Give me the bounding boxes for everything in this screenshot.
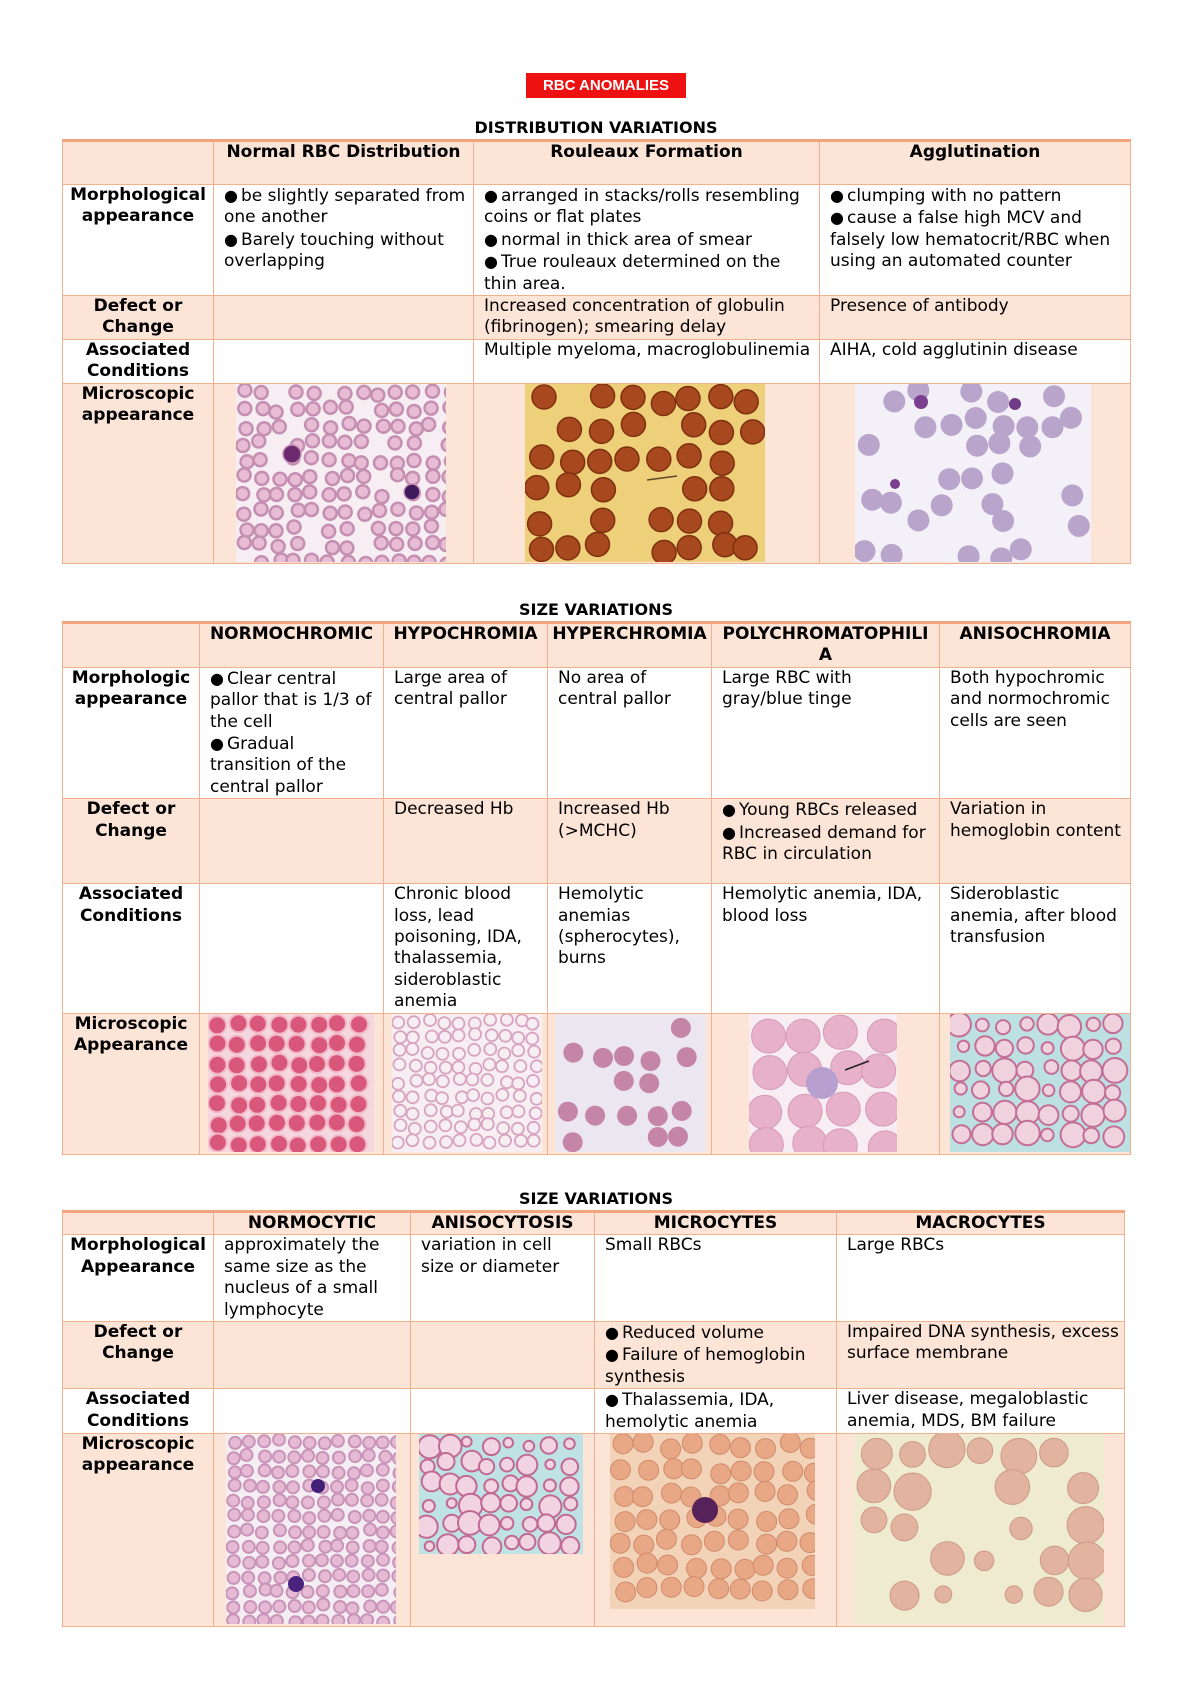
- bullet-icon: ●: [830, 186, 844, 205]
- list-item: ● arranged in stacks/rolls resembling coins or flat plates: [484, 186, 800, 228]
- table-row: [63, 623, 1131, 668]
- bullet-icon: ●: [830, 208, 844, 228]
- corner-cell: [63, 1212, 214, 1235]
- bullet-icon: ●: [605, 1345, 619, 1365]
- corner-cell: [63, 141, 214, 185]
- table-row: [63, 141, 1131, 185]
- list-item: ● Thalassemia, IDA, hemolytic anemia: [605, 1390, 775, 1432]
- table-cell: [214, 1322, 411, 1389]
- table-cell: [214, 185, 474, 296]
- bullet-icon: ●: [484, 252, 498, 272]
- table-cell: Decreased Hb: [384, 799, 548, 884]
- bullet-icon: ●: [605, 1390, 619, 1410]
- column-header: NORMOCYTIC: [214, 1212, 411, 1235]
- micrograph-cell: [940, 1013, 1131, 1154]
- table-cell: Both hypochromic and normochromic cells are seen: [940, 667, 1131, 798]
- table-row: [63, 667, 1131, 798]
- row-label: Associated Conditions: [63, 339, 214, 383]
- cytosis-table: [62, 1210, 1125, 1627]
- table-row: [63, 1434, 1125, 1627]
- micrograph-rouleaux: [525, 384, 765, 562]
- bullet-icon: ●: [484, 186, 498, 205]
- table-cell: [214, 1389, 411, 1434]
- table-row: [63, 383, 1131, 563]
- list-item: ● Clear central pallor that is 1/3 of the cell: [210, 668, 372, 732]
- micrograph-anisochromia: [950, 1014, 1130, 1152]
- micrograph-normal-distribution: [236, 384, 446, 562]
- bullet-icon: ●: [210, 668, 224, 688]
- list-item: ● True rouleaux determined on the thin area.: [484, 252, 781, 294]
- page-title: RBC ANOMALIES: [526, 73, 686, 98]
- table-row: [63, 1013, 1131, 1154]
- table-cell: Hemolytic anemias (spherocytes), burns: [548, 884, 712, 1013]
- section-title-cytosis: SIZE VARIATIONS: [518, 1189, 674, 1208]
- table-cell: AIHA, cold agglutinin disease: [820, 339, 1131, 383]
- column-header: ANISOCYTOSIS: [411, 1212, 595, 1235]
- table-cell: Hemolytic anemia, IDA, blood loss: [712, 884, 940, 1013]
- micrograph-cell: [548, 1013, 712, 1154]
- table-row: [63, 1235, 1125, 1322]
- list-item: ● Failure of hemoglobin synthesis: [605, 1345, 806, 1387]
- micrograph-microcytes: [610, 1434, 815, 1609]
- column-header: MICROCYTES: [595, 1212, 837, 1235]
- micrograph-hypochromia: [392, 1014, 542, 1152]
- row-label: Morphological Appearance: [63, 1235, 214, 1322]
- list-item: ● clumping with no pattern: [830, 186, 1062, 206]
- row-label: Associated Conditions: [63, 1389, 214, 1434]
- table-cell: Small RBCs: [595, 1235, 837, 1322]
- micrograph-cell: [200, 1013, 384, 1154]
- table-cell: variation in cell size or diameter: [411, 1235, 595, 1322]
- row-label: Microscopic appearance: [63, 1434, 214, 1627]
- table-row: [63, 296, 1131, 340]
- table-row: [63, 1322, 1125, 1389]
- column-header: MACROCYTES: [837, 1212, 1125, 1235]
- distribution-table: [62, 139, 1131, 564]
- section-title-distribution: DISTRIBUTION VARIATIONS: [474, 118, 718, 137]
- bullet-icon: ●: [722, 800, 736, 820]
- row-label: Defect or Change: [63, 296, 214, 340]
- table-cell: [214, 296, 474, 340]
- list-item: ● Reduced volume: [605, 1323, 765, 1344]
- chromia-table: [62, 621, 1131, 1155]
- micrograph-cell: [411, 1434, 595, 1627]
- table-cell: Large RBC with gray/blue tinge: [712, 667, 940, 798]
- micrograph-polychromatophilia: [749, 1014, 897, 1152]
- row-label: Morphological appearance: [63, 185, 214, 296]
- bullet-icon: ●: [722, 822, 736, 842]
- micrograph-normochromic: [208, 1014, 374, 1152]
- list-item: ● Young RBCs released: [722, 800, 918, 821]
- table-cell: [595, 1322, 837, 1389]
- row-label: Defect or Change: [63, 799, 200, 884]
- micrograph-macrocytes: [854, 1434, 1104, 1624]
- bullet-icon: ●: [224, 229, 238, 249]
- table-cell: Presence of antibody: [820, 296, 1131, 340]
- list-item: ● Increased demand for RBC in circulation: [722, 822, 926, 865]
- micrograph-cell: [474, 383, 820, 563]
- section-title-chromia: SIZE VARIATIONS: [518, 600, 674, 619]
- table-cell: Impaired DNA synthesis, excess surface membrane: [837, 1322, 1125, 1389]
- list-item: ● Gradual transition of the central pallor: [210, 734, 347, 797]
- bullet-icon: ●: [605, 1323, 619, 1343]
- table-cell: [820, 185, 1131, 296]
- list-item: ● Barely touching without overlapping: [224, 229, 444, 272]
- table-cell: [411, 1389, 595, 1434]
- table-cell: approximately the same size as the nucleus of a small lymphocyte: [214, 1235, 411, 1322]
- table-cell: Increased concentration of globulin (fibrinogen); smearing delay: [474, 296, 820, 340]
- list-item: ● cause a false high MCV and falsely low hematocrit/RBC when using an automated counter: [830, 208, 1111, 272]
- list-item: ● normal in thick area of smear: [484, 229, 752, 250]
- row-label: Morphologic appearance: [63, 667, 200, 798]
- micrograph-cell: [712, 1013, 940, 1154]
- column-header: POLYCHROMATOPHILIA: [712, 623, 940, 668]
- table-row: [63, 884, 1131, 1013]
- row-label: Microscopic appearance: [63, 383, 214, 563]
- table-row: [63, 799, 1131, 884]
- bullet-icon: ●: [224, 186, 238, 205]
- column-header: Rouleaux Formation: [474, 141, 820, 185]
- column-header: Agglutination: [820, 141, 1131, 185]
- list-item: ● be slightly separated from one another: [224, 186, 466, 228]
- table-cell: Liver disease, megaloblastic anemia, MDS, BM failure: [837, 1389, 1125, 1434]
- row-label: Associated Conditions: [63, 884, 200, 1013]
- table-cell: Large area of central pallor: [384, 667, 548, 798]
- table-cell: [411, 1322, 595, 1389]
- table-row: [63, 339, 1131, 383]
- table-row: [63, 1212, 1125, 1235]
- column-header: Normal RBC Distribution: [214, 141, 474, 185]
- table-cell: [712, 799, 940, 884]
- table-cell: Chronic blood loss, lead poisoning, IDA, thalassemia, sideroblastic anemia: [384, 884, 548, 1013]
- micrograph-normocytic: [226, 1434, 396, 1624]
- table-cell: [200, 799, 384, 884]
- micrograph-agglutination: [855, 384, 1091, 562]
- table-cell: [595, 1389, 837, 1434]
- micrograph-cell: [837, 1434, 1125, 1627]
- table-cell: Multiple myeloma, macroglobulinemia: [474, 339, 820, 383]
- row-label: Defect or Change: [63, 1322, 214, 1389]
- table-cell: [200, 667, 384, 798]
- bullet-icon: ●: [210, 734, 224, 754]
- corner-cell: [63, 623, 200, 668]
- micrograph-anisocytosis: [419, 1434, 583, 1554]
- table-cell: [474, 185, 820, 296]
- micrograph-cell: [595, 1434, 837, 1627]
- micrograph-hyperchromia: [556, 1014, 706, 1152]
- micrograph-cell: [820, 383, 1131, 563]
- micrograph-cell: [214, 1434, 411, 1627]
- column-header: ANISOCHROMIA: [940, 623, 1131, 668]
- table-cell: Large RBCs: [837, 1235, 1125, 1322]
- bullet-icon: ●: [484, 229, 498, 249]
- table-cell: Sideroblastic anemia, after blood transfusion: [940, 884, 1131, 1013]
- row-label: Microscopic Appearance: [63, 1013, 200, 1154]
- micrograph-cell: [384, 1013, 548, 1154]
- table-row: [63, 185, 1131, 296]
- column-header: NORMOCHROMIC: [200, 623, 384, 668]
- table-cell: [214, 339, 474, 383]
- table-cell: Variation in hemoglobin content: [940, 799, 1131, 884]
- micrograph-cell: [214, 383, 474, 563]
- column-header: HYPOCHROMIA: [384, 623, 548, 668]
- table-cell: [200, 884, 384, 1013]
- table-cell: No area of central pallor: [548, 667, 712, 798]
- table-row: [63, 1389, 1125, 1434]
- table-cell: Increased Hb (>MCHC): [548, 799, 712, 884]
- column-header: HYPERCHROMIA: [548, 623, 712, 668]
